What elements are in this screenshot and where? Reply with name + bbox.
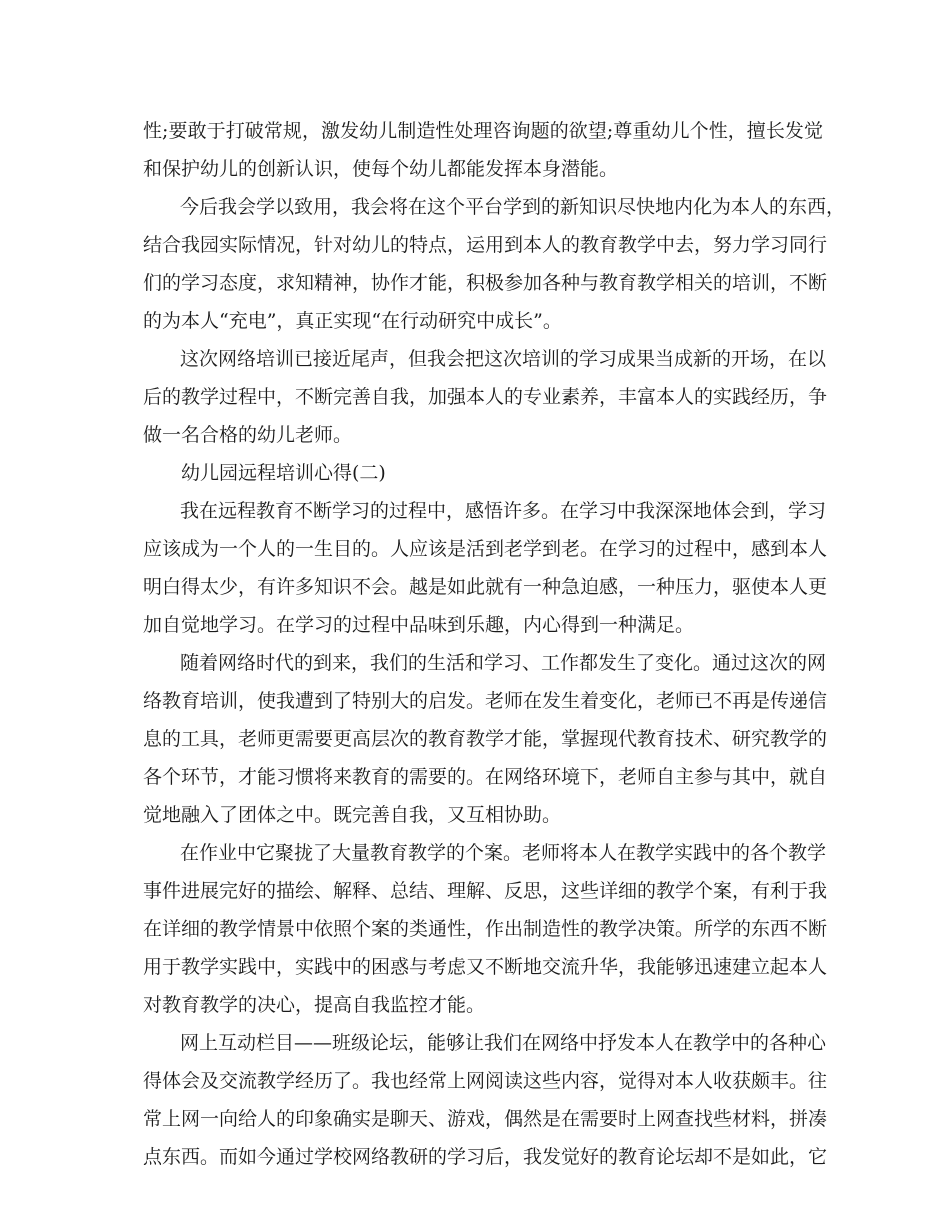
text-line: 结合我园实际情况，针对幼儿的特点，运用到本人的教育教学中去，努力学习同行 (143, 234, 828, 256)
text-line: 后的教学过程中，不断完善自我，加强本人的专业素养，丰富本人的实践经历，争 (143, 386, 828, 408)
paragraph-first-line: 随着网络时代的到来，我们的生活和学习、工作都发生了变化。通过这次的网 (180, 652, 827, 674)
text-line: 们的学习态度，求知精神，协作才能，积极参加各种与教育教学相关的培训，不断 (143, 272, 828, 294)
text-line: 觉地融入了团体之中。既完善自我，又互相协助。 (143, 804, 562, 826)
section-title: 幼儿园远程培训心得(二) (181, 462, 386, 484)
text-line: 点东西。而如今通过学校网络教研的学习后，我发觉好的教育论坛却不是如此，它 (143, 1146, 828, 1168)
text-line: 的为本人“充电”，真正实现“在行动研究中成长”。 (143, 310, 562, 332)
text-line: 在详细的教学情景中依照个案的类通性，作出制造性的教学决策。所学的东西不断 (143, 918, 828, 940)
text-line: 常上网一向给人的印象确实是聊天、游戏，偶然是在需要时上网查找些材料，拼凑 (143, 1108, 828, 1130)
text-line: 性;要敢于打破常规，激发幼儿制造性处理咨询题的欲望;尊重幼儿个性，擅长发觉 (143, 120, 823, 142)
paragraph-first-line: 我在远程教育不断学习的过程中，感悟许多。在学习中我深深地体会到，学习 (180, 500, 827, 522)
paragraph-first-line: 这次网络培训已接近尾声，但我会把这次培训的学习成果当成新的开场，在以 (180, 348, 827, 370)
text-line: 息的工具，老师更需要更高层次的教育教学才能，掌握现代教育技术、研究教学的 (143, 728, 828, 750)
paragraph-first-line: 今后我会学以致用，我会将在这个平台学到的新知识尽快地内化为本人的东西， (180, 196, 846, 218)
text-line: 用于教学实践中，实践中的困惑与考虑又不断地交流升华，我能够迅速建立起本人 (143, 956, 828, 978)
text-line: 络教育培训，使我遭到了特别大的启发。老师在发生着变化，老师已不再是传递信 (143, 690, 828, 712)
text-line: 做一名合格的幼儿老师。 (143, 424, 353, 446)
text-line: 事件进展完好的描绘、解释、总结、理解、反思，这些详细的教学个案，有利于我 (143, 880, 828, 902)
text-line: 应该成为一个人的一生目的。人应该是活到老学到老。在学习的过程中，感到本人 (143, 538, 828, 560)
paragraph-first-line: 网上互动栏目——班级论坛，能够让我们在网络中抒发本人在教学中的各种心 (180, 1032, 827, 1054)
text-line: 各个环节，才能习惯将来教育的需要的。在网络环境下，老师自主参与其中，就自 (143, 766, 828, 788)
text-line: 得体会及交流教学经历了。我也经常上网阅读这些内容，觉得对本人收获颇丰。往 (143, 1070, 828, 1092)
text-line: 对教育教学的决心，提高自我监控才能。 (143, 994, 486, 1016)
text-line: 加自觉地学习。在学习的过程中品味到乐趣，内心得到一种满足。 (143, 614, 695, 636)
text-line: 和保护幼儿的创新认识，使每个幼儿都能发挥本身潜能。 (143, 158, 619, 180)
paragraph-first-line: 在作业中它聚拢了大量教育教学的个案。老师将本人在教学实践中的各个教学 (180, 842, 827, 864)
text-line: 明白得太少，有许多知识不会。越是如此就有一种急迫感，一种压力，驱使本人更 (143, 576, 828, 598)
